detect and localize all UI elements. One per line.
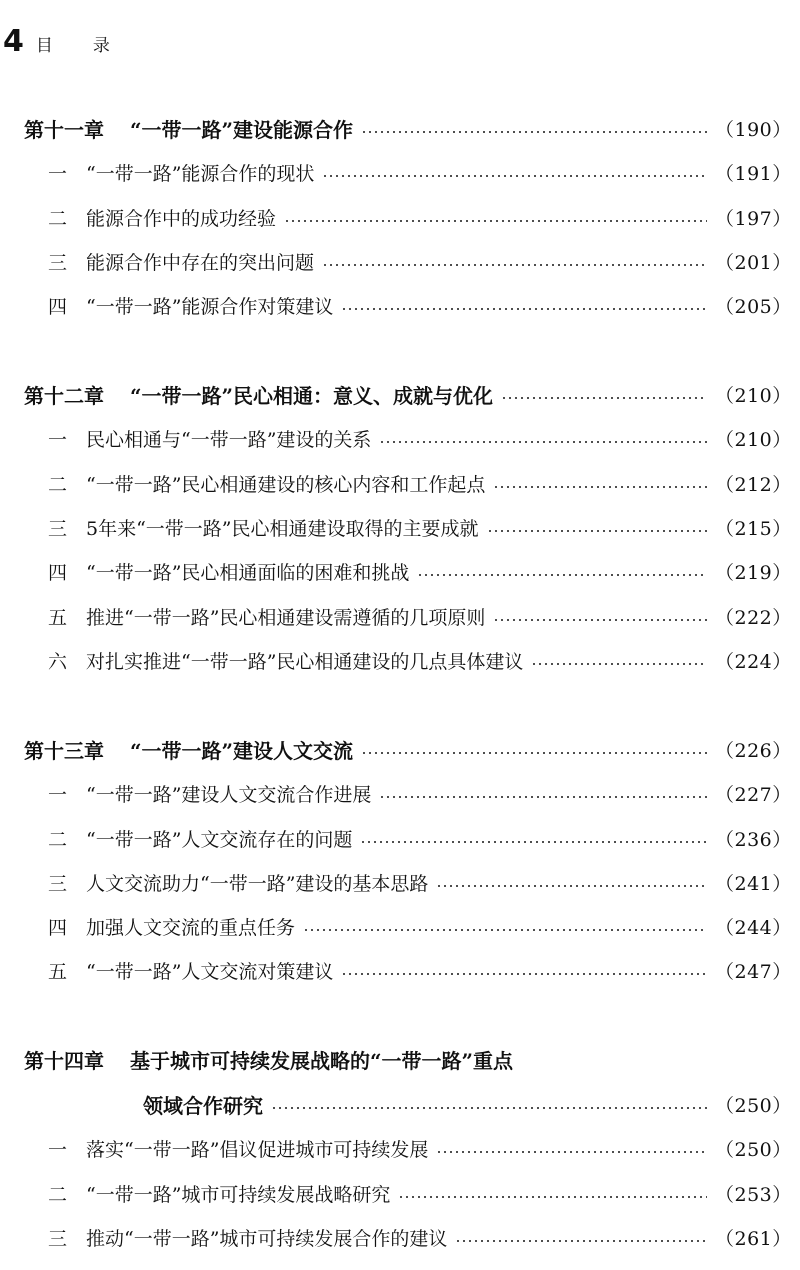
- dot-leader: [455, 1240, 707, 1242]
- running-title-char-1: 目: [35, 36, 53, 56]
- chapter-label: 第十一章: [24, 117, 104, 142]
- section-number: 二: [48, 1183, 68, 1206]
- section-page: （224）: [715, 650, 792, 673]
- section-title: 能源合作中存在的突出问题: [86, 251, 315, 274]
- section-title: “一带一路”人文交流对策建议: [86, 960, 334, 983]
- chapter-page: （250）: [715, 1094, 792, 1117]
- dot-leader: [361, 131, 707, 133]
- chapter-title-continued: 领域合作研究: [143, 1093, 263, 1118]
- dot-leader: [303, 929, 707, 931]
- section-page: （205）: [715, 295, 792, 318]
- section-number: 一: [48, 162, 68, 185]
- section-page: （219）: [715, 561, 792, 584]
- dot-leader: [379, 796, 707, 798]
- section-title: “一带一路”民心相通面临的困难和挑战: [86, 561, 410, 584]
- toc-section[interactable]: [0, 512, 800, 542]
- toc-section[interactable]: [0, 911, 800, 941]
- section-number: 五: [48, 960, 68, 983]
- section-number: 三: [48, 872, 68, 895]
- section-number: 一: [48, 783, 68, 806]
- running-header: [0, 24, 110, 64]
- chapter-page: （226）: [715, 739, 792, 762]
- dot-leader: [531, 663, 707, 665]
- dot-leader: [493, 486, 707, 488]
- toc-section[interactable]: [0, 601, 800, 631]
- section-page: （227）: [715, 783, 792, 806]
- section-page: （236）: [715, 828, 792, 851]
- toc-chapter-11[interactable]: [0, 113, 800, 143]
- dot-leader: [341, 973, 707, 975]
- section-title: 能源合作中的成功经验: [86, 207, 277, 230]
- section-title: “一带一路”民心相通建设的核心内容和工作起点: [86, 473, 486, 496]
- toc-section[interactable]: [0, 778, 800, 808]
- section-number: 三: [48, 517, 68, 540]
- section-title: “一带一路”人文交流存在的问题: [86, 828, 353, 851]
- dot-leader: [379, 441, 707, 443]
- toc-section[interactable]: [0, 423, 800, 453]
- section-title: 加强人文交流的重点任务: [86, 916, 296, 939]
- chapter-label: 第十三章: [24, 738, 104, 763]
- toc-section[interactable]: [0, 468, 800, 498]
- section-number: 六: [48, 650, 68, 673]
- section-number: 四: [48, 561, 68, 584]
- dot-leader: [361, 752, 707, 754]
- section-page: （253）: [715, 1183, 792, 1206]
- toc-section[interactable]: [0, 955, 800, 985]
- toc-section[interactable]: [0, 157, 800, 187]
- dot-leader: [322, 175, 707, 177]
- section-number: 二: [48, 828, 68, 851]
- section-title: “一带一路”能源合作的现状: [86, 162, 315, 185]
- section-number: 二: [48, 473, 68, 496]
- toc-section[interactable]: [0, 867, 800, 897]
- dot-leader: [436, 885, 707, 887]
- section-page: （215）: [715, 517, 792, 540]
- toc-section[interactable]: [0, 202, 800, 232]
- chapter-page: （210）: [715, 384, 792, 407]
- toc-section[interactable]: [0, 1133, 800, 1163]
- section-title: “一带一路”城市可持续发展战略研究: [86, 1183, 391, 1206]
- dot-leader: [487, 530, 707, 532]
- section-number: 二: [48, 207, 68, 230]
- chapter-label: 第十四章: [24, 1048, 104, 1073]
- section-page: （201）: [715, 251, 792, 274]
- dot-leader: [360, 841, 707, 843]
- section-title: 对扎实推进“一带一路”民心相通建设的几点具体建议: [86, 650, 524, 673]
- running-title: [36, 31, 110, 56]
- section-title: 落实“一带一路”倡议促进城市可持续发展: [86, 1138, 429, 1161]
- dot-leader: [398, 1196, 707, 1198]
- section-title: 推动“一带一路”城市可持续发展合作的建议: [86, 1227, 448, 1250]
- section-number: 一: [48, 1138, 68, 1161]
- chapter-title: “一带一路”民心相通：意义、成就与优化: [130, 383, 494, 408]
- section-page: （210）: [715, 428, 792, 451]
- toc-chapter-14[interactable]: [0, 1044, 800, 1074]
- section-page: （250）: [715, 1138, 792, 1161]
- section-title: “一带一路”能源合作对策建议: [86, 295, 334, 318]
- section-page: （247）: [715, 960, 792, 983]
- toc-section[interactable]: [0, 645, 800, 675]
- section-page: （197）: [715, 207, 792, 230]
- section-number: 五: [48, 606, 68, 629]
- toc-section[interactable]: [0, 823, 800, 853]
- running-title-char-2: 录: [92, 36, 110, 56]
- chapter-page: （190）: [715, 118, 792, 141]
- section-number: 三: [48, 1227, 68, 1250]
- dot-leader: [417, 574, 707, 576]
- section-title: 推进“一带一路”民心相通建设需遵循的几项原则: [86, 606, 486, 629]
- section-title: 5年来“一带一路”民心相通建设取得的主要成就: [86, 517, 479, 540]
- dot-leader: [501, 397, 707, 399]
- section-title: 民心相通与“一带一路”建设的关系: [86, 428, 372, 451]
- toc-section[interactable]: [0, 1222, 800, 1252]
- section-number: 一: [48, 428, 68, 451]
- dot-leader: [271, 1107, 707, 1109]
- dot-leader: [341, 308, 707, 310]
- dot-leader: [493, 619, 707, 621]
- toc-chapter-14-continued[interactable]: [0, 1089, 800, 1119]
- chapter-title: “一带一路”建设人文交流: [130, 738, 354, 763]
- chapter-label: 第十二章: [24, 383, 104, 408]
- section-page: （212）: [715, 473, 792, 496]
- section-page: （261）: [715, 1227, 792, 1250]
- chapter-title: “一带一路”建设能源合作: [130, 117, 354, 142]
- chapter-title: 基于城市可持续发展战略的“一带一路”重点: [130, 1048, 514, 1073]
- toc-chapter-12[interactable]: [0, 379, 800, 409]
- section-number: 四: [48, 916, 68, 939]
- section-page: （244）: [715, 916, 792, 939]
- toc-section[interactable]: [0, 1178, 800, 1208]
- section-page: （222）: [715, 606, 792, 629]
- toc-section[interactable]: [0, 556, 800, 586]
- toc-section[interactable]: [0, 290, 800, 320]
- page-number: 4: [3, 24, 24, 59]
- dot-leader: [436, 1151, 707, 1153]
- section-number: 四: [48, 295, 68, 318]
- section-number: 三: [48, 251, 68, 274]
- section-title: “一带一路”建设人文交流合作进展: [86, 783, 372, 806]
- section-page: （191）: [715, 162, 792, 185]
- section-page: （241）: [715, 872, 792, 895]
- section-title: 人文交流助力“一带一路”建设的基本思路: [86, 872, 429, 895]
- toc-section[interactable]: [0, 246, 800, 276]
- toc-chapter-13[interactable]: [0, 734, 800, 764]
- dot-leader: [284, 220, 707, 222]
- dot-leader: [322, 264, 707, 266]
